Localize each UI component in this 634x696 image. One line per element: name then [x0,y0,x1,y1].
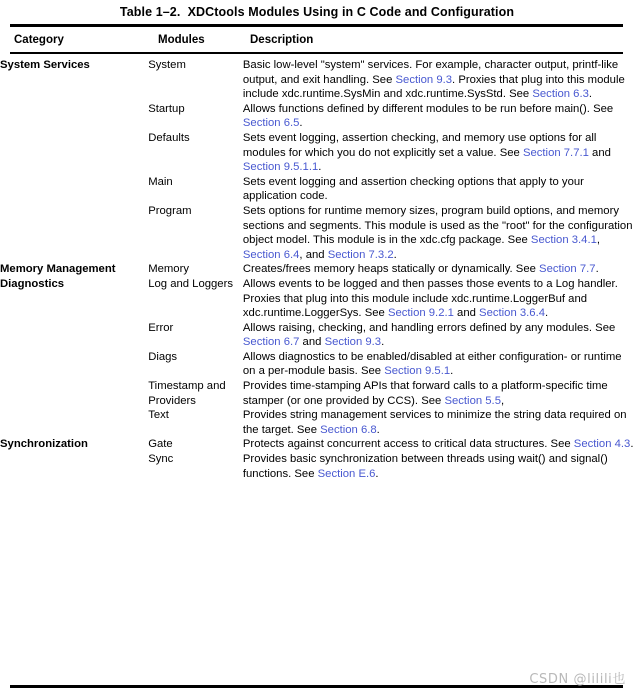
cell-module: Error [148,321,174,334]
cell-description: Provides time-stamping APIs that forward calls to a platform-specific time stamper (or one provided by CCS). See Section 5.5, [242,380,608,407]
cell-description: Allows diagnostics to be enabled/disabled at either configuration- or runtime on a per-module basis. See Section 9.5.1. [242,350,622,378]
table-row [0,204,634,262]
cell-module: Timestamp and Providers [148,380,226,407]
column-header-category: Category [14,34,64,46]
table-row [0,277,634,321]
modules-table [0,58,634,481]
section-link[interactable]: Section 6.3 [532,88,589,101]
section-link[interactable]: Section 9.5.1.1 [242,161,319,174]
section-link[interactable]: Section 3.6.4 [479,307,545,320]
cell-module: Defaults [148,131,190,144]
section-link[interactable]: Section 9.3 [324,336,382,349]
cell-description: Allows functions defined by different modules to be run before main(). See Section 6.5. [242,102,614,130]
cell-category [0,175,148,204]
table-row [0,58,634,102]
section-link[interactable]: Section 9.2.1 [387,307,454,320]
section-link[interactable]: Section 6.7 [242,336,300,349]
cell-description: Sets options for runtime memory sizes, program build options, and memory sections and segments. This module is used as the "root" for the configuration object model. This module is in the xdc.cfg package. See Section 3.4.1, Section 6.4, and Section 7.3.2. [242,204,633,261]
table-row [0,102,634,131]
cell-description: Sets event logging, assertion checking, and memory use options for all modules for which you do not explicitly set a value. See Section 7.7.1 and Section 9.5.1.1. [242,131,611,174]
cell-category [0,452,148,481]
cell-module: Main [148,175,173,188]
cell-module: Program [148,204,192,217]
section-link[interactable]: Section 6.4 [242,248,300,261]
cell-category [0,131,148,175]
cell-description: Basic low-level "system" services. For example, character output, printf-like output, and exit handling. See Section 9.3. Proxies that plug into this module include xdc.runtime.SysMin and xdc.runtime.SysStd. See Section 6.3. [242,59,625,101]
section-link[interactable]: Section 7.3.2 [327,248,394,261]
cell-description: Allows events to be logged and then passes those events to a Log handler. Proxies that plug into this module include xdc.runtime.LoggerBuf and xdc.runtime.LoggerSys. See Section 9.2.1 and Section 3.6.4. [242,277,618,320]
cell-module: Gate [148,438,173,451]
cell-description: Creates/frees memory heaps statically or dynamically. See Section 7.7. [242,263,599,276]
section-link[interactable]: Section 4.3 [573,438,631,451]
cell-module: System [148,59,186,71]
cell-description: Allows raising, checking, and handling errors defined by any modules. See Section 6.7 and Section 9.3. [242,321,616,349]
cell-category: Synchronization [0,438,88,451]
section-link[interactable]: Section 7.7.1 [522,146,589,159]
cell-module: Sync [148,453,174,466]
cell-description: Protects against concurrent access to critical data structures. See Section 4.3. [242,438,634,451]
table-row [0,350,634,379]
section-link[interactable]: Section 6.8 [320,423,377,436]
section-link[interactable]: Section 3.4.1 [530,234,597,247]
cell-module: Diags [148,350,178,363]
cell-category [0,379,148,408]
cell-category [0,204,148,262]
section-link[interactable]: Section E.6 [317,467,376,480]
table-caption: Table 1–2. XDCtools Modules Using in C Code and Configuration [119,5,515,19]
cell-module: Text [148,409,169,422]
table-row [0,408,634,437]
column-header-description: Description [250,34,314,46]
column-header-modules: Modules [158,34,205,46]
cell-module: Log and Loggers [148,277,234,290]
cell-description: Provides string management services to minimize the string data required on the target. See Section 6.8. [242,409,627,436]
cell-description: Sets event logging and assertion checking options that apply to your application code. [242,175,584,203]
table-row [0,437,634,452]
section-link[interactable]: Section 5.5 [444,394,501,407]
table-top-rule [10,24,623,27]
cell-category [0,408,148,437]
cell-category [0,350,148,379]
table-row [0,131,634,175]
cell-category: Diagnostics [0,277,65,290]
table-row [0,262,634,277]
cell-category [0,321,148,350]
csdn-watermark: CSDN @lilili也 [529,672,626,687]
table-body [0,58,634,481]
cell-module: Startup [148,102,185,115]
table-row [0,321,634,350]
table-header-rule [10,52,623,54]
table-row [0,452,634,481]
cell-category: System Services [0,59,90,71]
cell-description: Provides basic synchronization between threads using wait() and signal() functions. See Section E.6. [242,453,608,480]
section-link[interactable]: Section 9.3 [395,73,453,86]
section-link[interactable]: Section 9.5.1 [384,365,451,378]
section-link[interactable]: Section 7.7 [539,263,596,276]
table-row [0,175,634,204]
cell-category: Memory Management [0,263,116,276]
section-link[interactable]: Section 6.5 [242,117,300,130]
cell-module: Memory [148,263,189,276]
cell-category [0,102,148,131]
table-row [0,379,634,408]
